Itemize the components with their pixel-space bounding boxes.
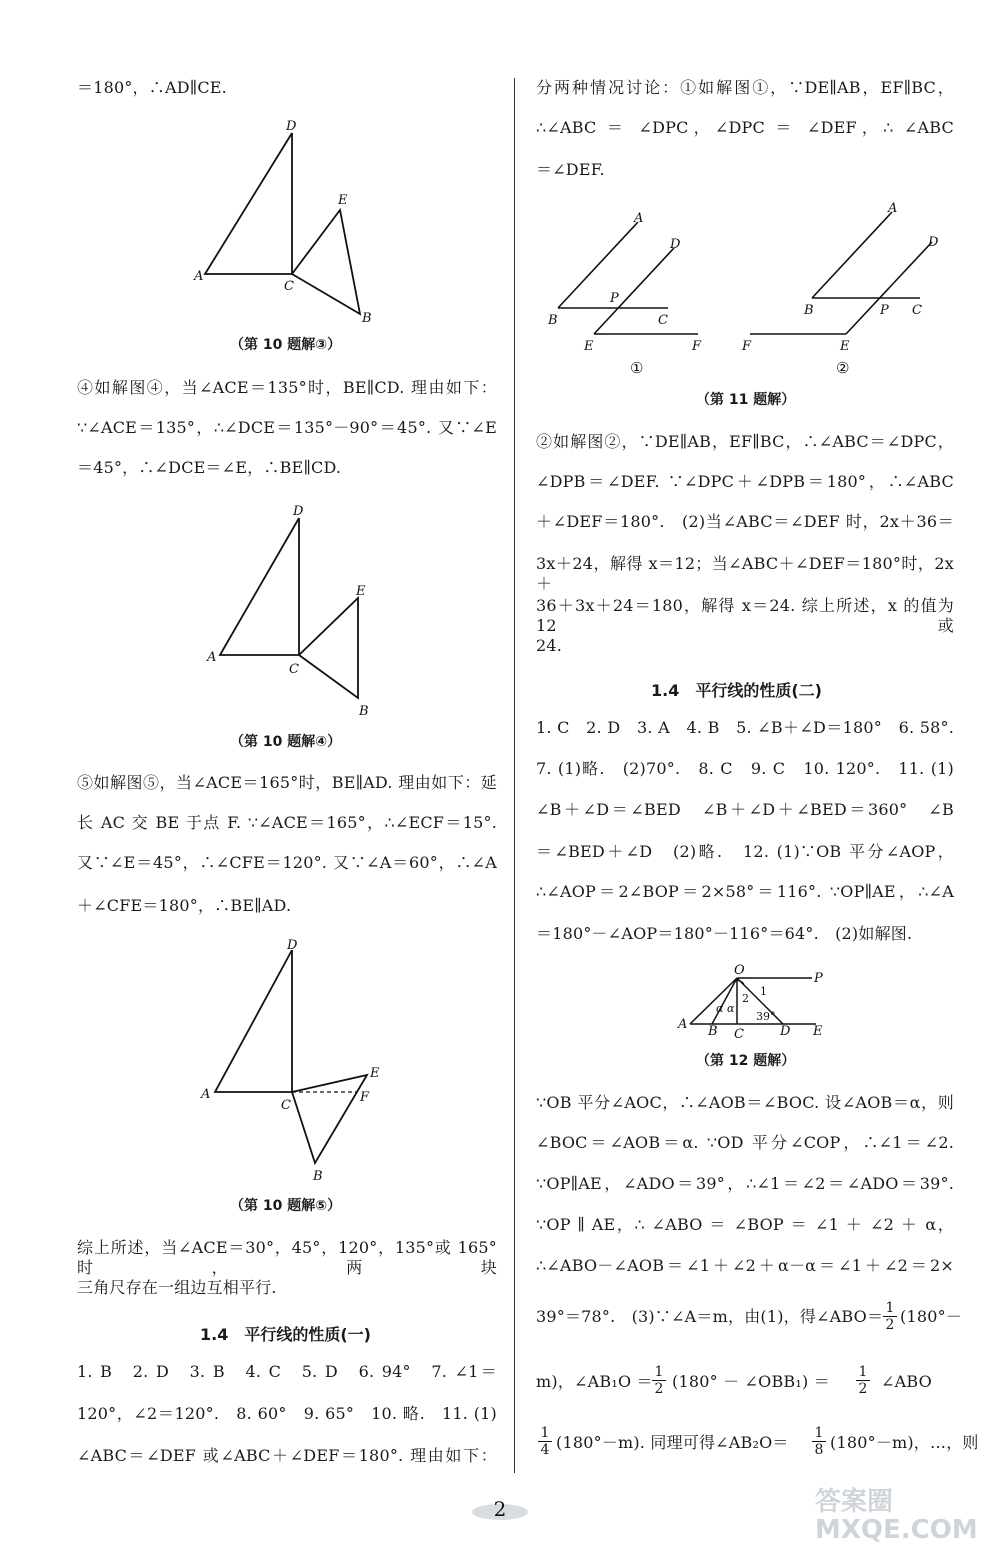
- label-angle-1: 1: [760, 985, 767, 998]
- label-alpha: α: [716, 1002, 724, 1015]
- caption-fig-10-5: （第 10 题解⑤）: [230, 1198, 342, 1214]
- label-C: C: [281, 1098, 291, 1113]
- fraction: [856, 1364, 870, 1397]
- page-number-text: 2: [493, 1497, 507, 1521]
- text-line: ∵OP∥AE，∠ADO＝39°，∴∠1＝∠2＝∠ADO＝39°.: [536, 1174, 954, 1193]
- text-line: 长 AC 交 BE 于点 F. ∵∠ACE＝165°，∴∠ECF＝15°.: [77, 813, 497, 832]
- text-line: ＋∠CFE＝180°，∴BE∥AD.: [77, 896, 292, 915]
- label-39-degrees: 39°: [756, 1010, 776, 1023]
- figure-number: ①: [630, 359, 644, 377]
- text-line: ∴∠ABC ＝ ∠DPC，∠DPC ＝ ∠DEF，∴ ∠ABC: [536, 118, 954, 137]
- figure-number: ②: [836, 359, 850, 377]
- figure-12: [670, 962, 830, 1042]
- fraction-denominator: 2: [654, 1381, 664, 1397]
- label-E: E: [584, 339, 594, 354]
- label-P: P: [610, 291, 619, 306]
- text-line: ⑤如解图⑤，当∠ACE＝165°时，BE∥AD. 理由如下：延: [77, 773, 497, 792]
- text-line: ＝∠DEF.: [536, 160, 605, 179]
- label-F: F: [692, 339, 702, 354]
- text-line: ∵OP ∥ AE，∴ ∠ABO ＝ ∠BOP ＝ ∠1 ＋ ∠2 ＋ α，: [536, 1215, 954, 1234]
- figure-10-3: [194, 118, 385, 328]
- text-line: ＋∠DEF＝180°. (2)当∠ABC＝∠DEF 时，2x＋36＝: [536, 512, 954, 531]
- label-E: E: [813, 1024, 823, 1039]
- label-D: D: [286, 119, 297, 134]
- column-divider: [514, 78, 515, 1473]
- label-B: B: [804, 303, 814, 318]
- caption-fig-10-4: （第 10 题解④）: [230, 734, 342, 750]
- label-F: F: [360, 1090, 370, 1105]
- label-B: B: [359, 704, 369, 719]
- fraction-denominator: 2: [858, 1381, 868, 1397]
- label-C: C: [284, 279, 294, 294]
- fraction-denominator: 2: [885, 1317, 895, 1333]
- label-D: D: [928, 235, 939, 250]
- text-line: (180°－m). 同理可得∠AB₂O＝: [556, 1433, 789, 1452]
- fraction-numerator: 1: [654, 1364, 664, 1380]
- label-E: E: [840, 339, 850, 354]
- answer-line: 120°，∠2＝120°. 8. 60° 9. 65° 10. 略. 11. (1): [77, 1404, 497, 1423]
- text-line: 36＋3x＋24＝180，解得 x＝24. 综上所述，x 的值为 12 或: [536, 596, 954, 635]
- text-line: ＝180°，∴AD∥CE.: [77, 78, 227, 97]
- fraction-numerator: 1: [885, 1300, 895, 1316]
- text-line: m)，∠AB₁O ＝: [536, 1372, 653, 1391]
- caption-fig-10-3: （第 10 题解③）: [230, 337, 342, 353]
- label-A: A: [888, 201, 898, 216]
- figure-10-4: [207, 503, 388, 719]
- label-D: D: [780, 1024, 791, 1039]
- figure-11-1: [546, 210, 716, 380]
- fraction-denominator: 8: [814, 1442, 824, 1458]
- label-A: A: [194, 269, 204, 284]
- label-F: F: [742, 339, 752, 354]
- section-title: 1.4 平行线的性质(二): [651, 681, 822, 700]
- label-D: D: [287, 938, 298, 953]
- caption-fig-12: （第 12 题解）: [696, 1053, 796, 1069]
- label-B: B: [313, 1169, 323, 1184]
- text-line: (180°－m)，…，则: [830, 1433, 979, 1452]
- fraction-numerator: 1: [540, 1425, 550, 1441]
- answer-line: ＝180°－∠AOP＝180°－116°＝64°. (2)如解图.: [536, 924, 913, 943]
- fraction-numerator: 1: [858, 1364, 868, 1380]
- label-C: C: [658, 313, 668, 328]
- text-line: 39°＝78°. (3)∵∠A＝m，由(1)，得∠ABO＝: [536, 1307, 884, 1326]
- text-line: 分两种情况讨论：①如解图①，∵DE∥AB，EF∥BC，: [536, 78, 954, 97]
- label-A: A: [207, 650, 217, 665]
- answer-line: ∴∠AOP＝2∠BOP＝2×58°＝116°. ∵OP∥AE，∴∠A: [536, 882, 954, 901]
- label-A: A: [201, 1087, 211, 1102]
- text-line: ②如解图②，∵DE∥AB，EF∥BC，∴∠ABC＝∠DPC，: [536, 432, 954, 451]
- fraction: [538, 1425, 552, 1458]
- text-line: ＝45°，∴∠DCE＝∠E，∴BE∥CD.: [77, 458, 342, 477]
- text-line: ∠ABO: [881, 1372, 932, 1391]
- label-B: B: [362, 311, 372, 326]
- text-line: 综上所述，当∠ACE＝30°，45°，120°，135°或 165°时，两块: [77, 1238, 497, 1277]
- label-A: A: [678, 1017, 688, 1032]
- text-line: 又∵∠E＝45°，∴∠CFE＝120°. 又∵∠A＝60°，∴∠A: [77, 853, 497, 872]
- text-line: ∵OB 平分∠AOC，∴∠AOB＝∠BOC. 设∠AOB＝α，则: [536, 1093, 954, 1112]
- label-P: P: [880, 303, 889, 318]
- page-number: [470, 1496, 530, 1524]
- label-B: B: [548, 313, 558, 328]
- label-alpha: α: [727, 1002, 735, 1015]
- answer-line: 1. C 2. D 3. A 4. B 5. ∠B＋∠D＝180° 6. 58°.: [536, 718, 954, 737]
- fraction-numerator: 1: [814, 1425, 824, 1441]
- fraction: [883, 1300, 897, 1333]
- text-line: 三角尺存在一组边互相平行.: [77, 1278, 277, 1297]
- section-title: 1.4 平行线的性质(一): [200, 1325, 371, 1344]
- answer-line: ∠ABC＝∠DEF 或∠ABC＋∠DEF＝180°. 理由如下：: [77, 1446, 497, 1465]
- text-line: (180°－: [900, 1307, 962, 1326]
- label-D: D: [293, 504, 304, 519]
- text-line: ④如解图④，当∠ACE＝135°时，BE∥CD. 理由如下：: [77, 378, 497, 397]
- label-C: C: [734, 1027, 744, 1042]
- text-line: 24.: [536, 636, 563, 655]
- caption-fig-11: （第 11 题解）: [696, 392, 796, 408]
- label-B: B: [708, 1024, 718, 1039]
- answer-line: ＝∠BED＋∠D (2)略. 12. (1)∵OB 平分∠AOP，: [536, 842, 954, 861]
- label-A: A: [634, 211, 644, 226]
- fraction: [812, 1425, 826, 1458]
- figure-11-2: [736, 200, 956, 380]
- label-C: C: [912, 303, 922, 318]
- label-C: C: [289, 662, 299, 677]
- figure-10-5: [201, 935, 395, 1185]
- label-E: E: [370, 1066, 380, 1081]
- label-O: O: [734, 963, 745, 978]
- text-line: 3x＋24，解得 x＝12；当∠ABC＋∠DEF＝180°时，2x＋: [536, 554, 954, 593]
- label-E: E: [338, 193, 348, 208]
- fraction: [652, 1364, 666, 1397]
- answer-line: ∠B＋∠D＝∠BED ∠B＋∠D＋∠BED＝360° ∠B: [536, 800, 954, 819]
- fraction-denominator: 4: [540, 1442, 550, 1458]
- text-line: ∴∠ABO－∠AOB＝∠1＋∠2＋α－α＝∠1＋∠2＝2×: [536, 1256, 954, 1275]
- label-E: E: [356, 584, 366, 599]
- answer-line: 1. B 2. D 3. B 4. C 5. D 6. 94° 7. ∠1＝: [77, 1362, 497, 1381]
- text-line: ∠DPB＝∠DEF. ∵∠DPC＋∠DPB＝180°，∴∠ABC: [536, 472, 954, 491]
- text-line: (180° － ∠OBB₁) ＝: [672, 1372, 830, 1391]
- answer-line: 7. (1)略. (2)70°. 8. C 9. C 10. 120°. 11. (1): [536, 759, 954, 778]
- text-line: ∠BOC＝∠AOB＝α. ∵OD 平分∠COP，∴∠1＝∠2.: [536, 1133, 954, 1152]
- label-D: D: [670, 237, 681, 252]
- watermark: 答案圈 MXQE.COM: [815, 1487, 978, 1545]
- label-P: P: [814, 971, 823, 986]
- label-angle-2: 2: [742, 992, 749, 1005]
- text-line: ∵∠ACE＝135°，∴∠DCE＝135°－90°＝45°. 又∵∠E: [77, 418, 497, 437]
